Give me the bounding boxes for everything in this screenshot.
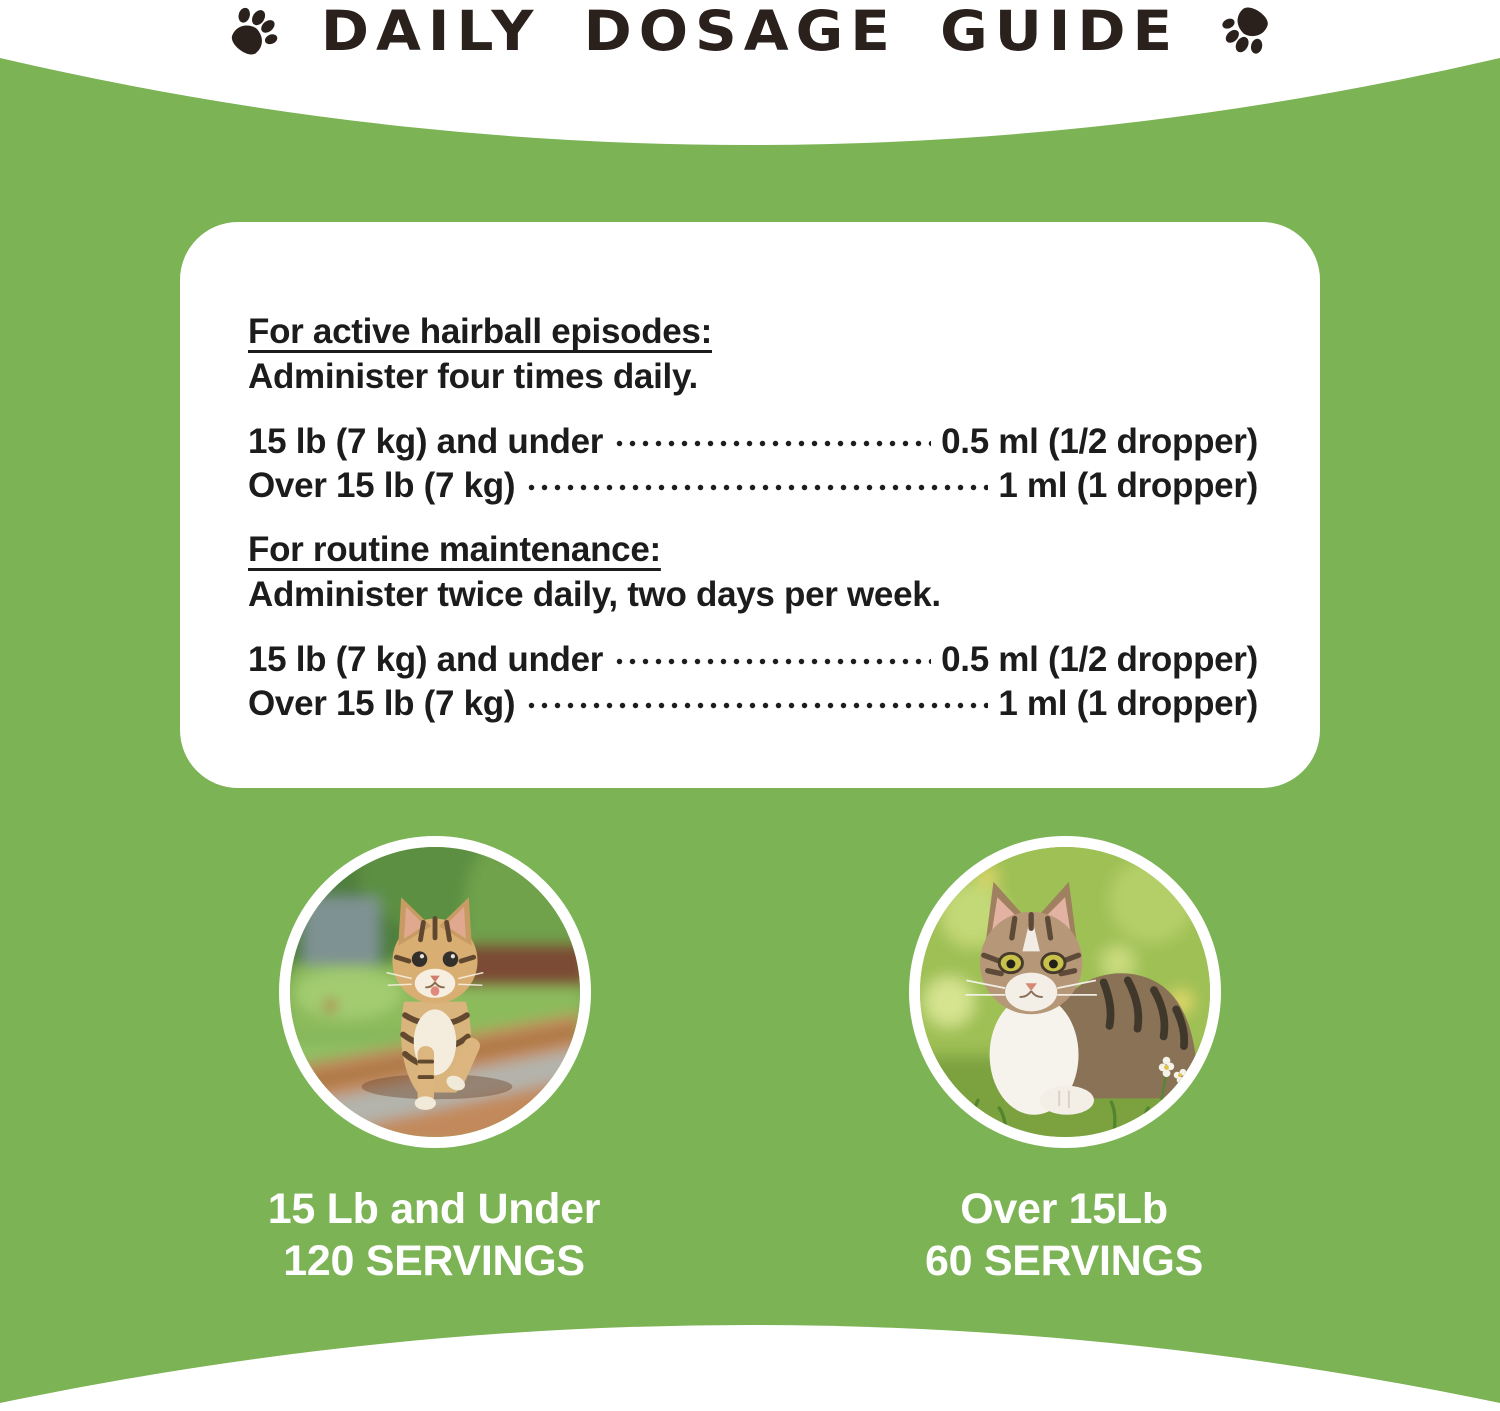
section-instruction: Administer twice daily, two days per week.: [248, 575, 941, 614]
adult-cat-photo: [909, 836, 1221, 1148]
dot-leader: [525, 682, 988, 726]
dosage-rows: [248, 638, 1258, 726]
variant-weight-label: Over 15Lb: [960, 1185, 1168, 1233]
dosage-row: [248, 464, 1258, 508]
variant-servings-label: 60 SERVINGS: [925, 1237, 1203, 1285]
section-instruction: Administer four times daily.: [248, 357, 698, 396]
variant-weight-label: 15 Lb and Under: [267, 1185, 601, 1233]
variant-label-over-15lb: [759, 1183, 1369, 1287]
dot-leader: [613, 638, 931, 682]
dose-weight-label: Over 15 lb (7 kg): [248, 684, 516, 723]
dosage-row: [248, 682, 1258, 726]
dose-weight-label: 15 lb (7 kg) and under: [248, 640, 604, 679]
dot-leader: [613, 420, 931, 464]
dot-leader: [525, 464, 988, 508]
section-heading: For active hairball episodes:: [248, 312, 712, 351]
dosage-row: [248, 638, 1258, 682]
dose-amount-value: 1 ml (1 dropper): [998, 466, 1258, 505]
dosage-rows: [248, 420, 1258, 508]
dosage-section-active: [248, 310, 1258, 508]
kitten-photo: [279, 836, 591, 1148]
dose-amount-value: 0.5 ml (1/2 dropper): [941, 422, 1258, 461]
paw-print-icon: [213, 0, 294, 72]
dose-amount-value: 0.5 ml (1/2 dropper): [941, 640, 1258, 679]
paw-print-icon: [1206, 0, 1287, 71]
dose-amount-value: 1 ml (1 dropper): [998, 684, 1258, 723]
dosage-section-maintenance: [248, 528, 1258, 726]
dosage-row: [248, 420, 1258, 464]
dosage-card: [180, 222, 1320, 788]
variant-label-under-15lb: [129, 1183, 739, 1287]
header: [0, 0, 1500, 66]
page-title: DAILY DOSAGE GUIDE: [320, 0, 1180, 64]
dose-weight-label: Over 15 lb (7 kg): [248, 466, 516, 505]
section-heading: For routine maintenance:: [248, 530, 661, 569]
dose-weight-label: 15 lb (7 kg) and under: [248, 422, 604, 461]
variant-servings-label: 120 SERVINGS: [283, 1237, 585, 1285]
